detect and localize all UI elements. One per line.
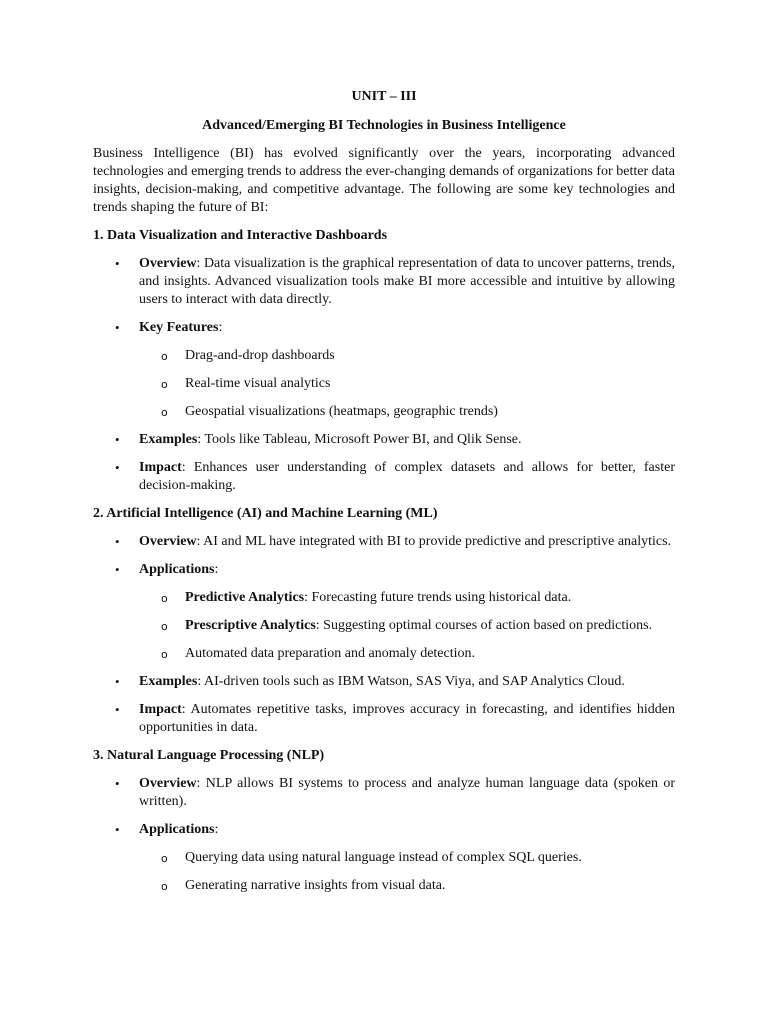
sub-list — [139, 347, 675, 421]
intro-paragraph: Business Intelligence (BI) has evolved significantly over the years, incorporating advanced technologies and emerging trends to address the ever-changing demands of organizations for better data insights, decision-making, and competitive advantage. The following are some key technologies and trends shaping the future of BI: — [93, 146, 675, 215]
sub-item-text: : Forecasting future trends using historical data. — [304, 590, 572, 605]
sub-item — [139, 877, 675, 895]
bullet-text: : Enhances user understanding of complex datasets and allows for better, faster decision-making. — [139, 460, 675, 493]
bullet-item — [93, 431, 675, 449]
bullet-text: : Automates repetitive tasks, improves accuracy in forecasting, and identifies hidden opportunities in data. — [139, 702, 675, 735]
bullet-icon: • — [115, 562, 120, 577]
sub-item — [139, 849, 675, 867]
bullet-label: Impact — [139, 702, 182, 717]
sub-item — [139, 403, 675, 421]
sub-item — [139, 617, 675, 635]
sub-item — [139, 375, 675, 393]
bullet-label: Applications — [139, 822, 215, 837]
sub-item — [139, 589, 675, 607]
bullet-icon: • — [115, 822, 120, 837]
bullet-label: Overview — [139, 534, 197, 549]
bullet-item — [93, 701, 675, 737]
sub-item-text: Geospatial visualizations (heatmaps, geographic trends) — [185, 404, 498, 419]
bullet-icon: • — [115, 256, 120, 271]
document-title: Advanced/Emerging BI Technologies in Business Intelligence — [202, 118, 566, 133]
sub-item-text: Automated data preparation and anomaly detection. — [185, 646, 476, 661]
bullet-item — [93, 775, 675, 811]
bullet-icon: • — [115, 460, 120, 475]
sub-item-text: Querying data using natural language instead of complex SQL queries. — [185, 850, 582, 865]
bullet-text: : — [214, 562, 219, 577]
sub-item-label: Prescriptive Analytics — [185, 618, 316, 633]
bullet-list — [93, 533, 675, 737]
bullet-item — [93, 673, 675, 691]
bullet-label: Examples — [139, 432, 198, 447]
bullet-label: Applications — [139, 562, 215, 577]
hollow-bullet-icon: o — [161, 620, 168, 633]
bullet-item — [93, 533, 675, 551]
sub-item — [139, 347, 675, 365]
hollow-bullet-icon: o — [161, 406, 168, 419]
bullet-label: Examples — [139, 674, 198, 689]
bullet-text: : NLP allows BI systems to process and analyze human language data (spoken or written). — [139, 776, 675, 809]
bullet-list — [93, 775, 675, 895]
hollow-bullet-icon: o — [161, 592, 168, 605]
bullet-icon: • — [115, 320, 120, 335]
bullet-icon: • — [115, 776, 120, 791]
bullet-label: Overview — [139, 256, 197, 271]
hollow-bullet-icon: o — [161, 880, 168, 893]
document-page — [93, 88, 675, 905]
sub-item-text: Drag-and-drop dashboards — [185, 348, 335, 363]
hollow-bullet-icon: o — [161, 350, 168, 363]
bullet-text: : — [218, 320, 223, 335]
section-heading: 2. Artificial Intelligence (AI) and Machine Learning (ML) — [93, 506, 438, 521]
sub-item-text: Real-time visual analytics — [185, 376, 331, 391]
hollow-bullet-icon: o — [161, 648, 168, 661]
bullet-item — [93, 319, 675, 421]
sub-item-label: Predictive Analytics — [185, 590, 305, 605]
section-heading: 1. Data Visualization and Interactive Dashboards — [93, 228, 388, 243]
bullet-label: Overview — [139, 776, 197, 791]
unit-label: UNIT – III — [351, 89, 417, 104]
bullet-item — [93, 459, 675, 495]
bullet-item — [93, 255, 675, 309]
sections-container — [93, 227, 675, 895]
bullet-icon: • — [115, 702, 120, 717]
bullet-item — [93, 561, 675, 663]
hollow-bullet-icon: o — [161, 852, 168, 865]
sub-list — [139, 849, 675, 895]
bullet-icon: • — [115, 674, 120, 689]
sub-item — [139, 645, 675, 663]
bullet-icon: • — [115, 432, 120, 447]
bullet-text: : Tools like Tableau, Microsoft Power BI, and Qlik Sense. — [197, 432, 522, 447]
sub-item-text: : Suggesting optimal courses of action based on predictions. — [315, 618, 653, 633]
bullet-list — [93, 255, 675, 495]
bullet-icon: • — [115, 534, 120, 549]
bullet-text: : — [214, 822, 219, 837]
bullet-text: : AI and ML have integrated with BI to provide predictive and prescriptive analytics. — [196, 534, 672, 549]
bullet-label: Key Features — [139, 320, 219, 335]
sub-item-text: Generating narrative insights from visual data. — [185, 878, 446, 893]
sub-list — [139, 589, 675, 663]
bullet-text: : Data visualization is the graphical representation of data to uncover patterns, trends, and insights. Advanced visualization tools make BI more accessible and intuitive by allowing users to interact with data directly. — [139, 256, 675, 307]
bullet-label: Impact — [139, 460, 182, 475]
section-heading: 3. Natural Language Processing (NLP) — [93, 748, 325, 763]
bullet-item — [93, 821, 675, 895]
bullet-text: : AI-driven tools such as IBM Watson, SAS Viya, and SAP Analytics Cloud. — [197, 674, 625, 689]
hollow-bullet-icon: o — [161, 378, 168, 391]
